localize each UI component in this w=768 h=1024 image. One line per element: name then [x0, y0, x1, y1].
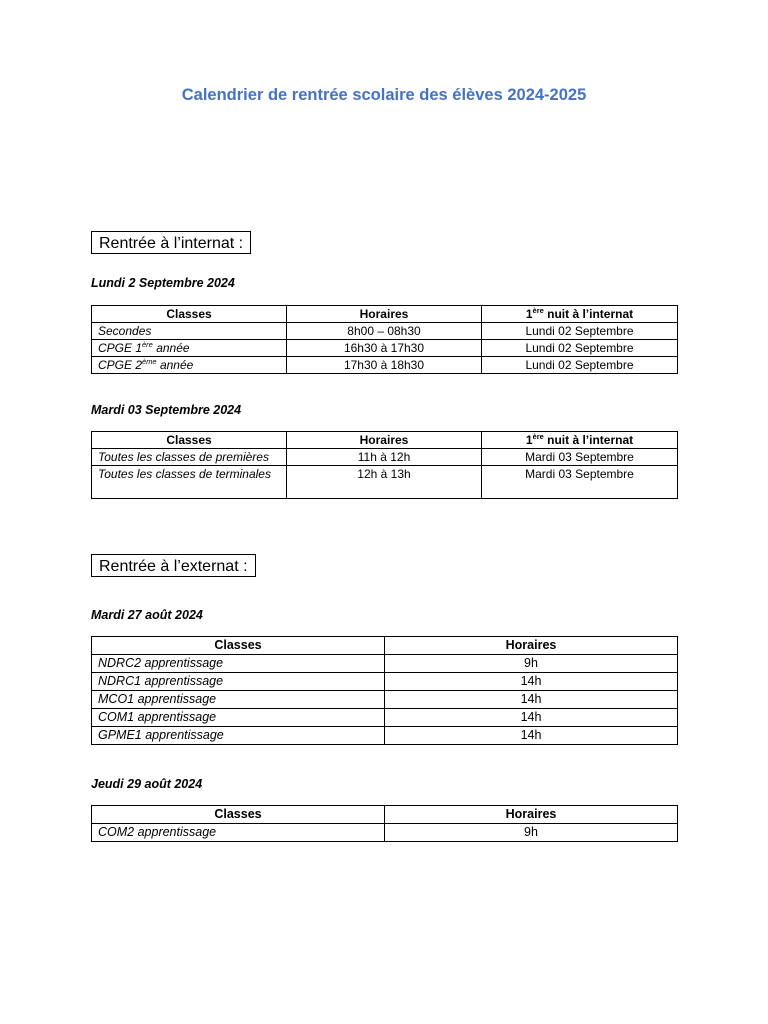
cell-horaire: 14h: [385, 691, 678, 709]
cell-classe: Toutes les classes de terminales: [92, 466, 287, 499]
cell-horaire: 12h à 13h: [287, 466, 482, 499]
table-header-row: [92, 806, 678, 824]
cell-horaire: 14h: [385, 727, 678, 745]
cell-horaire: 11h à 12h: [287, 449, 482, 466]
cell-classe: GPME1 apprentissage: [92, 727, 385, 745]
cell-classe: CPGE 1ère année: [92, 340, 287, 357]
cell-horaire: 9h: [385, 655, 678, 673]
cell-classe: Secondes: [92, 323, 287, 340]
header-horaires: Horaires: [385, 637, 678, 655]
table-row: [92, 449, 678, 466]
cell-nuit: Mardi 03 Septembre: [482, 466, 678, 499]
header-classes: Classes: [92, 806, 385, 824]
cell-horaire: 14h: [385, 709, 678, 727]
table-externat-mardi: [91, 636, 678, 745]
cell-classe: NDRC2 apprentissage: [92, 655, 385, 673]
header-premiere-nuit: 1ère nuit à l’internat: [482, 306, 678, 323]
cell-nuit: Mardi 03 Septembre: [482, 449, 678, 466]
table-row: [92, 466, 678, 499]
cell-classe: CPGE 2ème année: [92, 357, 287, 374]
cell-horaire: 16h30 à 17h30: [287, 340, 482, 357]
table-row: [92, 357, 678, 374]
table-internat-lundi: [91, 305, 678, 374]
cell-horaire: 17h30 à 18h30: [287, 357, 482, 374]
header-premiere-nuit: 1ère nuit à l’internat: [482, 432, 678, 449]
section-heading-internat: Rentrée à l’internat :: [91, 231, 251, 254]
table-internat-mardi: [91, 431, 678, 499]
header-classes: Classes: [92, 306, 287, 323]
cell-classe: NDRC1 apprentissage: [92, 673, 385, 691]
table-row: [92, 709, 678, 727]
cell-horaire: 9h: [385, 824, 678, 842]
table-header-row: [92, 637, 678, 655]
table-row: [92, 323, 678, 340]
cell-horaire: 14h: [385, 673, 678, 691]
cell-nuit: Lundi 02 Septembre: [482, 357, 678, 374]
cell-classe: COM1 apprentissage: [92, 709, 385, 727]
cell-classe: MCO1 apprentissage: [92, 691, 385, 709]
header-classes: Classes: [92, 432, 287, 449]
date-label-externat-2: Jeudi 29 août 2024: [91, 777, 203, 791]
date-label-internat-1: Lundi 2 Septembre 2024: [91, 276, 235, 290]
table-row: [92, 691, 678, 709]
table-header-row: [92, 432, 678, 449]
table-header-row: [92, 306, 678, 323]
document-title: Calendrier de rentrée scolaire des élèves 2024-2025: [181, 86, 587, 104]
header-horaires: Horaires: [287, 432, 482, 449]
table-row: [92, 655, 678, 673]
table-externat-jeudi: [91, 805, 678, 842]
date-label-externat-1: Mardi 27 août 2024: [91, 608, 203, 622]
cell-horaire: 8h00 – 08h30: [287, 323, 482, 340]
table-row: [92, 673, 678, 691]
table-row: [92, 727, 678, 745]
section-heading-externat: Rentrée à l’externat :: [91, 554, 256, 577]
header-horaires: Horaires: [385, 806, 678, 824]
cell-classe: Toutes les classes de premières: [92, 449, 287, 466]
header-classes: Classes: [92, 637, 385, 655]
cell-classe: COM2 apprentissage: [92, 824, 385, 842]
header-horaires: Horaires: [287, 306, 482, 323]
table-row: [92, 340, 678, 357]
table-row: [92, 824, 678, 842]
cell-nuit: Lundi 02 Septembre: [482, 323, 678, 340]
date-label-internat-2: Mardi 03 Septembre 2024: [91, 403, 242, 417]
cell-nuit: Lundi 02 Septembre: [482, 340, 678, 357]
